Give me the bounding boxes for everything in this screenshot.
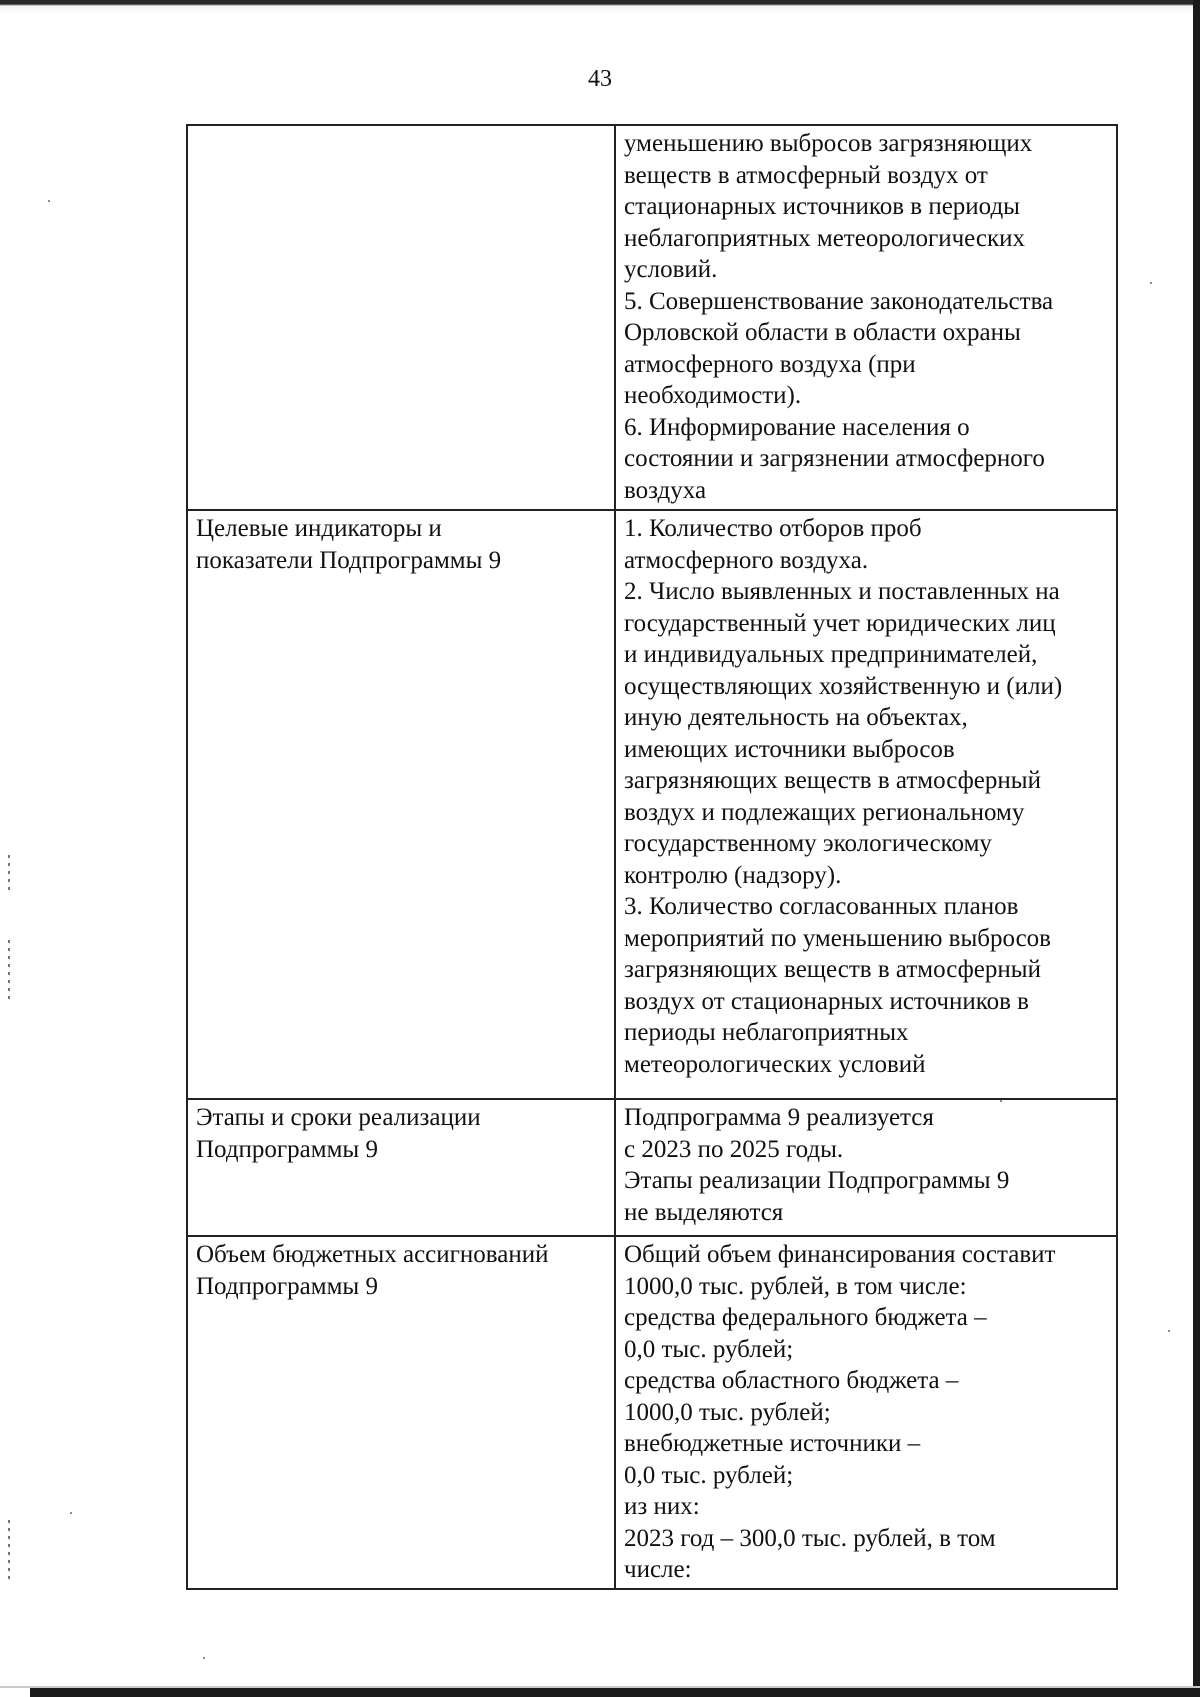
content-line: осуществляющих хозяйственную и (или) <box>624 672 1063 700</box>
row-content-cell <box>615 125 1117 510</box>
content-line: государственный учет юридических лиц <box>624 609 1056 637</box>
content-line: условий. <box>624 256 718 283</box>
content-line: с 2023 по 2025 годы. <box>624 1135 844 1163</box>
content-line: 2023 год – 300,0 тыс. рублей, в том <box>624 1524 996 1552</box>
content-line: 1000,0 тыс. рублей; <box>624 1398 831 1426</box>
content-line: веществ в атмосферный воздух от <box>624 161 988 189</box>
row-label-cell <box>187 510 615 1099</box>
label-line: показатели Подпрограммы 9 <box>196 546 502 574</box>
scan-right-edge <box>1193 0 1200 1697</box>
stages-row <box>187 1099 1117 1236</box>
scan-noise <box>8 940 10 1000</box>
budget-row <box>187 1236 1117 1589</box>
content-line: атмосферного воздуха. <box>624 546 869 574</box>
continuation-row <box>187 125 1117 510</box>
content-line: состоянии и загрязнении атмосферного <box>624 445 1045 472</box>
content-line: воздуха <box>624 476 707 504</box>
content-line: числе: <box>624 1556 692 1583</box>
label-line: Подпрограммы 9 <box>196 1272 378 1300</box>
content-line: контролю (надзору). <box>624 861 842 889</box>
label-line: Целевые индикаторы и <box>196 515 442 542</box>
content-line: неблагоприятных метеорологических <box>624 224 1026 252</box>
row-content-cell <box>615 510 1117 1099</box>
content-line: Подпрограмма 9 реализуется <box>624 1104 934 1131</box>
content-line: Общий объем финансирования составит <box>624 1241 1056 1268</box>
scan-speck <box>1168 1330 1170 1332</box>
content-line: атмосферного воздуха (при <box>624 350 916 378</box>
label-line: Подпрограммы 9 <box>196 1135 378 1163</box>
content-line: необходимости). <box>624 382 802 409</box>
content-line: воздух и подлежащих региональному <box>624 798 1025 826</box>
content-line: 6. Информирование населения о <box>624 413 970 441</box>
content-line: метеорологических условий <box>624 1050 926 1078</box>
scan-speck <box>70 1512 72 1514</box>
scan-noise <box>8 855 10 895</box>
content-line: 0,0 тыс. рублей; <box>624 1461 794 1489</box>
scan-speck <box>48 200 50 202</box>
content-line: периоды неблагоприятных <box>624 1019 909 1046</box>
content-line: воздух от стационарных источников в <box>624 987 1029 1015</box>
row-label-cell <box>187 1099 615 1236</box>
scan-bottom-edge <box>30 1688 1200 1697</box>
scan-top-edge <box>0 0 1200 14</box>
scan-noise <box>8 1520 10 1580</box>
content-line: государственному экологическому <box>624 830 992 857</box>
content-line: 2. Число выявленных и поставленных на <box>624 578 1060 605</box>
label-line: Этапы и сроки реализации <box>196 1104 481 1131</box>
subprogram-passport-table <box>186 124 1118 1590</box>
content-line: средства областного бюджета – <box>624 1367 959 1394</box>
content-line: и индивидуальных предпринимателей, <box>624 641 1038 668</box>
content-line: имеющих источники выбросов <box>624 735 955 763</box>
row-content-cell <box>615 1236 1117 1589</box>
scan-speck <box>203 1657 205 1659</box>
content-line: Орловской области в области охраны <box>624 319 1021 346</box>
content-line: стационарных источников в периоды <box>624 193 1020 220</box>
content-line: мероприятий по уменьшению выбросов <box>624 924 1051 952</box>
content-line: иную деятельность на объектах, <box>624 704 968 731</box>
content-line: средства федерального бюджета – <box>624 1304 987 1331</box>
content-line: не выделяются <box>624 1198 784 1226</box>
content-line: загрязняющих веществ в атмосферный <box>624 956 1041 983</box>
content-line: из них: <box>624 1493 700 1520</box>
content-line: Этапы реализации Подпрограммы 9 <box>624 1167 1010 1194</box>
content-line: внебюджетные источники – <box>624 1430 921 1457</box>
scan-speck <box>1150 282 1152 284</box>
target-indicators-row <box>187 510 1117 1099</box>
content-line: 1. Количество отборов проб <box>624 515 922 542</box>
content-line: 1000,0 тыс. рублей, в том числе: <box>624 1272 967 1300</box>
row-label-cell <box>187 125 615 510</box>
content-line: 3. Количество согласованных планов <box>624 893 1019 920</box>
row-content-cell <box>615 1099 1117 1236</box>
page-number: 43 <box>588 66 612 92</box>
content-line: загрязняющих веществ в атмосферный <box>624 767 1041 794</box>
content-line: 0,0 тыс. рублей; <box>624 1335 794 1363</box>
row-label-cell <box>187 1236 615 1589</box>
content-line: 5. Совершенствование законодательства <box>624 287 1054 315</box>
content-line: уменьшению выбросов загрязняющих <box>624 130 1033 157</box>
label-line: Объем бюджетных ассигнований <box>196 1241 549 1268</box>
